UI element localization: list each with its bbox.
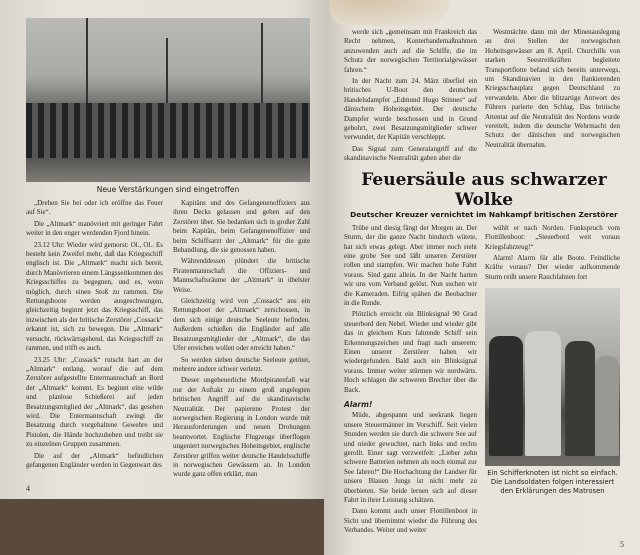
paragraph: 23.25 Uhr: „Cossack“ rutscht hart an der „Altmark“ entlang, worauf die auf dem Zerstörer aufgestellte Entermannschaft an Bord der „Altmark“ kommt. Es beginnt eine wilde und planlose Schießerei auf jeden Besatzungsmitglied der „Altmark“, das gesehen wird. Die Entermannschaft zwingt die Besatzung durch vorgehaltene Gewehre und Pistolen, die Hände hochzuheben und treibt sie zu einzelnen Gruppen zusammen. [26, 355, 163, 449]
paragraph: Kapitäns und des Gefangenenoffiziers aus ihren Decks gelassen und gehen auf den Zerstörer über. Sie bedanken sich in großer Zahl beim Kapitän, beim Gefangenenoffizier und beim Schiffsarzt der „Altmark“ für die gute Behandlung, die sie genossen haben. [173, 199, 310, 255]
paragraph: Die „Altmark“ manövriert mit geringer Fahrt weiter in den enger werdenden Fjord hinein. [26, 219, 163, 238]
paragraph: „Drehen Sie bei oder ich eröffne das Feuer auf Sie“. [26, 199, 163, 217]
page-number: 4 [26, 483, 30, 493]
text-column-1 [26, 199, 163, 480]
left-page [0, 0, 324, 499]
paragraph: Dann kommt auch unser Flottillenboot in Sicht und übernimmt wieder die Führung des Verbandes. Weiter und weiter [344, 507, 477, 535]
top-text-column-1 [344, 28, 477, 164]
paragraph: 23.12 Uhr: Wieder wird gemorst: Ol., Ol.. Es besteht kein Zweifel mehr, daß das Kriegsschiff englisch ist. Die „Altmark“ macht sich bereit, durch Manövrieren einem Längsseitkommen des Kriegsschiffes zu begegnen, und es, wenn möglich, durch einen Stoß zu rammen. Die Rettungsboote werden ausgeschwungen, gleichzeitig beginnt jetzt das Kriegsschiff, das inzwischen als der britische Zerstörer „Cossack“ erkannt ist, sich zu bewegen. Die „Altmark“ versucht, rückwärtsgehend, das Kriegsschiff zu rammen, und trifft es auch. [26, 240, 163, 353]
paragraph: Gleichzeitig wird von „Cossack“ aus ein Rettungsboot der „Altmark“ zerschossen, in dem sich einige deutsche Seeleute befinden. Außerdem schießen die Engländer auf alle Besatzungsmitglieder der „Altmark“, die das Ufer erreichen wollen oder erreicht haben.“ [173, 297, 310, 353]
troops-photo [26, 18, 310, 182]
paragraph: Die auf der „Altmark“ befindlichen gefangenen Engländer werden in Gegenwart des [26, 451, 163, 469]
article-column-2 [485, 224, 620, 282]
paragraph: Müde, abgespannt und seekrank liegen unsere Steuermänner im Vorschiff. Seit vielen Stunden werden sie durch die schwere See auf und nieder gewuchtet, nach links und rechts gerollt. Einer sagt verzweifelt: „Lieber zehn schwere Batterien nehmen als noch einmal zur See fahren!“ Die Hochachtung der Landser für unsere Blauen Jungs ist nicht mehr zu überbieten. Sie beide lernen sich auf dieser Fahrt in ihrer Leistung schätzen. [344, 411, 477, 505]
page-number: 5 [620, 539, 624, 549]
photo-caption: Ein Schifferknoten ist nicht so einfach. Die Landsoldaten folgen interessiert den Erklärungen des Matrosen [487, 469, 618, 496]
paragraph: Alarm! Alarm für alle Boote. Feindliche Kräfte voraus? Der wieder aufkommende Sturm reißt unsere Rauchfahnen fort [485, 253, 620, 281]
section-heading: Alarm! [344, 400, 373, 409]
paragraph: Plötzlich erreicht ein Blinksignal 90 Grad steuerbord den Nebel. Wieder und wieder gibt das in gleichem Kurs fahrende Schiff sein Erkennungszeichen und fragt nach unserem: Einen unserer Zerstörer haben wir wiedergefunden. Bald auch ein Blinksignal voraus. Immer weiter stürmen wir nordwärts. Hoch schlagen die schweren Brecher über die Back. [344, 310, 477, 394]
sailors-photo [485, 288, 620, 466]
top-text-column-2 [485, 28, 620, 164]
paragraph: Trübe und diesig fängt der Morgen an. Der Sturm, der die ganze Nacht hindurch wütete, hat sich etwas gelegt. Aber immer noch steht eine grobe See und läßt unseren Zerstörer rollen und stampfen. Wir machen hohe Fahrt voraus. Sind ganz allein. In der Nacht hatten wir uns vom Verband gelöst. Nun suchen wir die Kameraden. Eifrig spähen die Beobachter in die Runde. [344, 223, 477, 307]
subheadline: Deutscher Kreuzer vernichtet im Nahkampf britischen Zerstörer [350, 209, 618, 219]
right-page [324, 0, 640, 555]
paragraph: In der Nacht zum 24. März überfiel ein britisches U-Boot den deutschen Handelsdampfer „Edmund Hugo Stinnes“ auf dänischem Hoheitsgebiet. Der deutsche Dampfer wurde beschossen und in Grund gebohrt, zwei Besatzungsmitglieder schwer verwundet, der Kapitän verschleppt. [344, 77, 477, 142]
paragraph: So werden sieben deutsche Seeleute getötet, mehrere andere schwer verletzt. [173, 355, 310, 373]
stain [330, 0, 450, 26]
headline: Feuersäule aus schwarzer Wolke [361, 169, 607, 210]
paragraph: wühlt er nach Norden. Funkspruch vom Flottillenboot: „Steuerbord weit voraus Kriegsfahrzeug!“ [485, 223, 620, 251]
paragraph: Dieser ungeheuerliche Mordpiratenfall war nur der Auftakt zu einem groß angelegten britischen Angriff auf die skandinavische Neutralität. Der papierene Protest der norwegischen Regierung in London wurde mit Herausforderungen und neuen Drohungen beantwortet. Englische Flugzeuge überflogen ungeniert norwegisches Hoheitsgebiet, englische Zerstörer griffen weiter deutsche Handelsschiffe in norwegischen Gewässern an. In London wurde ganz offen erklärt, man [173, 376, 310, 479]
text-column-2 [173, 199, 310, 480]
paragraph: Das Signal zum Generalangriff auf die skandinavische Neutralität gaben aber die [344, 144, 477, 163]
photo-caption: Neue Verstärkungen sind eingetroffen [96, 185, 240, 194]
paragraph: Währenddessen plündert die britische Piratenmannschaft die Offiziers- und Mannschaftsräume der „Altmark“ in übelster Weise. [173, 257, 310, 294]
paragraph: werde sich „gemeinsam mit Frankreich das Recht nehmen, Konterbandemaßnahmen anzuwenden auch auf die Schiffe, die im Schutz der norwegischen Territorialgewässer fahren.“ [344, 28, 477, 74]
paragraph: Westmächte dann mit der Minenauslegung an drei Stellen der norwegischen Hoheitsgewässer am 8. April. Churchills von starken Seestreitkräften begleitete Transportflotte befand sich bereits unterwegs, um Skandinavien in den flankierenden Kriegsschauplatz gegen Deutschland zu verwandeln. Aber die blitzartige Antwort des Führers parierte den Schlag. Das britische Attentat auf die Neutralität des Nordens wurde vereitelt, indem die deutsche Wehrmacht den Schutz der dänischen und norwegischen Neutralität übernahm. [485, 28, 620, 149]
article-column-1 [344, 224, 477, 536]
